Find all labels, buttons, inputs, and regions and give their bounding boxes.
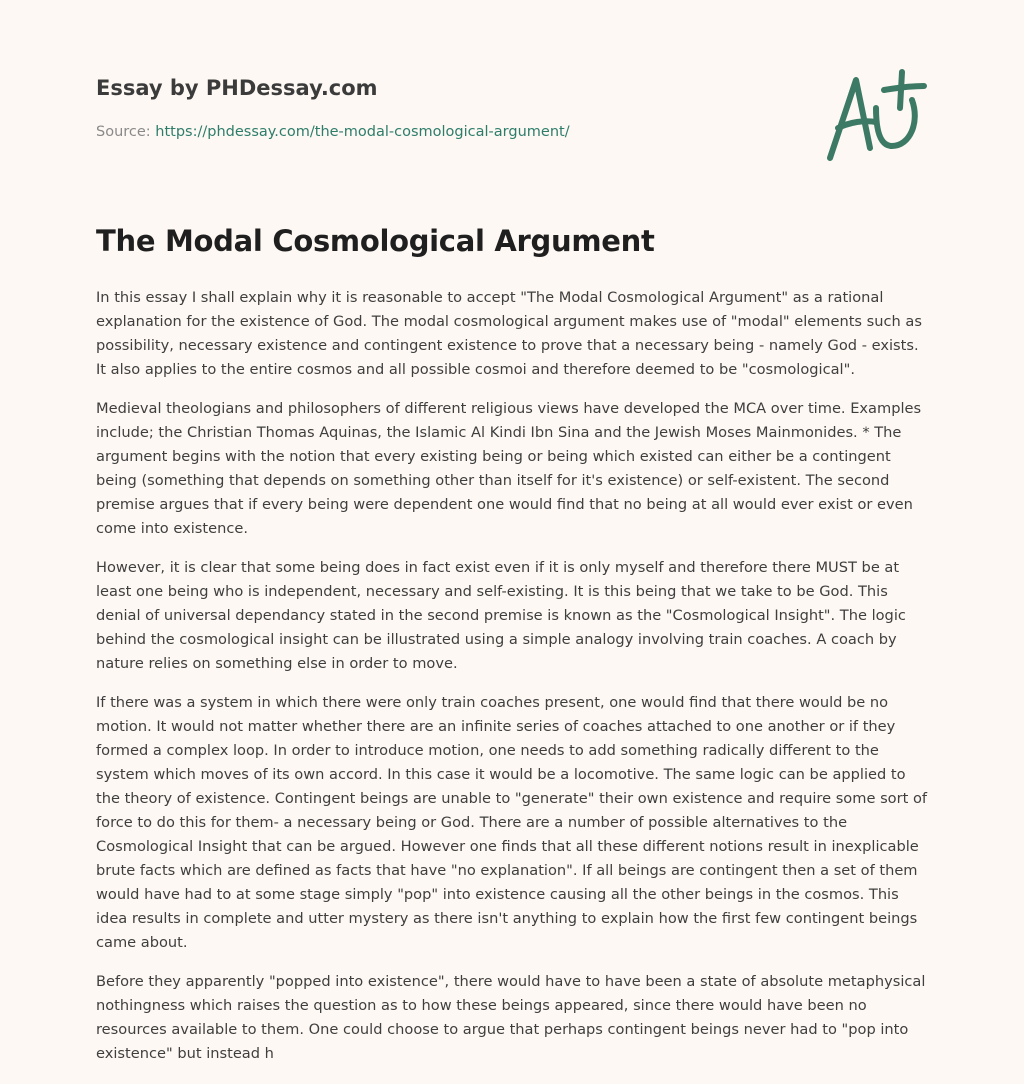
essay-paragraph: In this essay I shall explain why it is reasonable to accept "The Modal Cosmological Argument" as a rational explanation for the existence of God. The modal cosmological argument makes use of "modal" elements such as possibility, necessary existence and contingent existence to prove that a necessary being - namely God - exists. It also applies to the entire cosmos and all possible cosmoi and therefore deemed to be "cosmological". <box>96 289 922 378</box>
essay-title: The Modal Cosmological Argument <box>96 224 655 258</box>
source-link[interactable]: https://phdessay.com/the-modal-cosmological-argument/ <box>155 124 570 140</box>
site-title: Essay by PHDessay.com <box>96 76 378 100</box>
essay-paragraph: However, it is clear that some being does in fact exist even if it is only myself and therefore there MUST be at least one being who is independent, necessary and self-existing. It is this being that we take to be God. This denial of universal dependancy stated in the second premise is known as the "Cosmological Insight". The logic behind the cosmological insight can be illustrated using a simple analogy involving train coaches. A coach by nature relies on something else in order to move. <box>96 559 906 672</box>
essay-body <box>96 286 930 1081</box>
essay-paragraph: Medieval theologians and philosophers of different religious views have developed the MCA over time. Examples include; the Christian Thomas Aquinas, the Islamic Al Kindi Ibn Sina and the Jewish Moses Mainmonides. * The argument begins with the notion that every existing being or being which existed can either be a contingent being (something that depends on something other than itself for it's existence) or self-existent. The second premise argues that if every being were dependent one would find that no being at all would ever exist or even come into existence. <box>96 400 922 537</box>
a-plus-logo-icon <box>820 66 932 166</box>
source-line <box>96 124 570 140</box>
source-label: Source: <box>96 124 156 140</box>
essay-paragraph: Before they apparently "popped into existence", there would have to have been a state of absolute metaphysical nothingness which raises the question as to how these beings appeared, since there would have been no resources available to them. One could choose to argue that perhaps contingent beings never had to "pop into existence" but instead h <box>96 973 926 1062</box>
essay-paragraph: If there was a system in which there were only train coaches present, one would find that there would be no motion. It would not matter whether there are an infinite series of coaches attached to one another or if they formed a complex loop. In order to introduce motion, one needs to add something radically different to the system which moves of its own accord. In this case it would be a locomotive. The same logic can be applied to the theory of existence. Contingent beings are unable to "generate" their own existence and require some sort of force to do this for them- a necessary being or God. There are a number of possible alternatives to the Cosmological Insight that can be argued. However one finds that all these different notions result in inexplicable brute facts which are defined as facts that have "no explanation". If all beings are contingent then a set of them would have had to at some stage simply "pop" into existence causing all the other beings in the cosmos. This idea results in complete and utter mystery as there isn't anything to explain how the first few contingent beings came about. <box>96 694 928 951</box>
